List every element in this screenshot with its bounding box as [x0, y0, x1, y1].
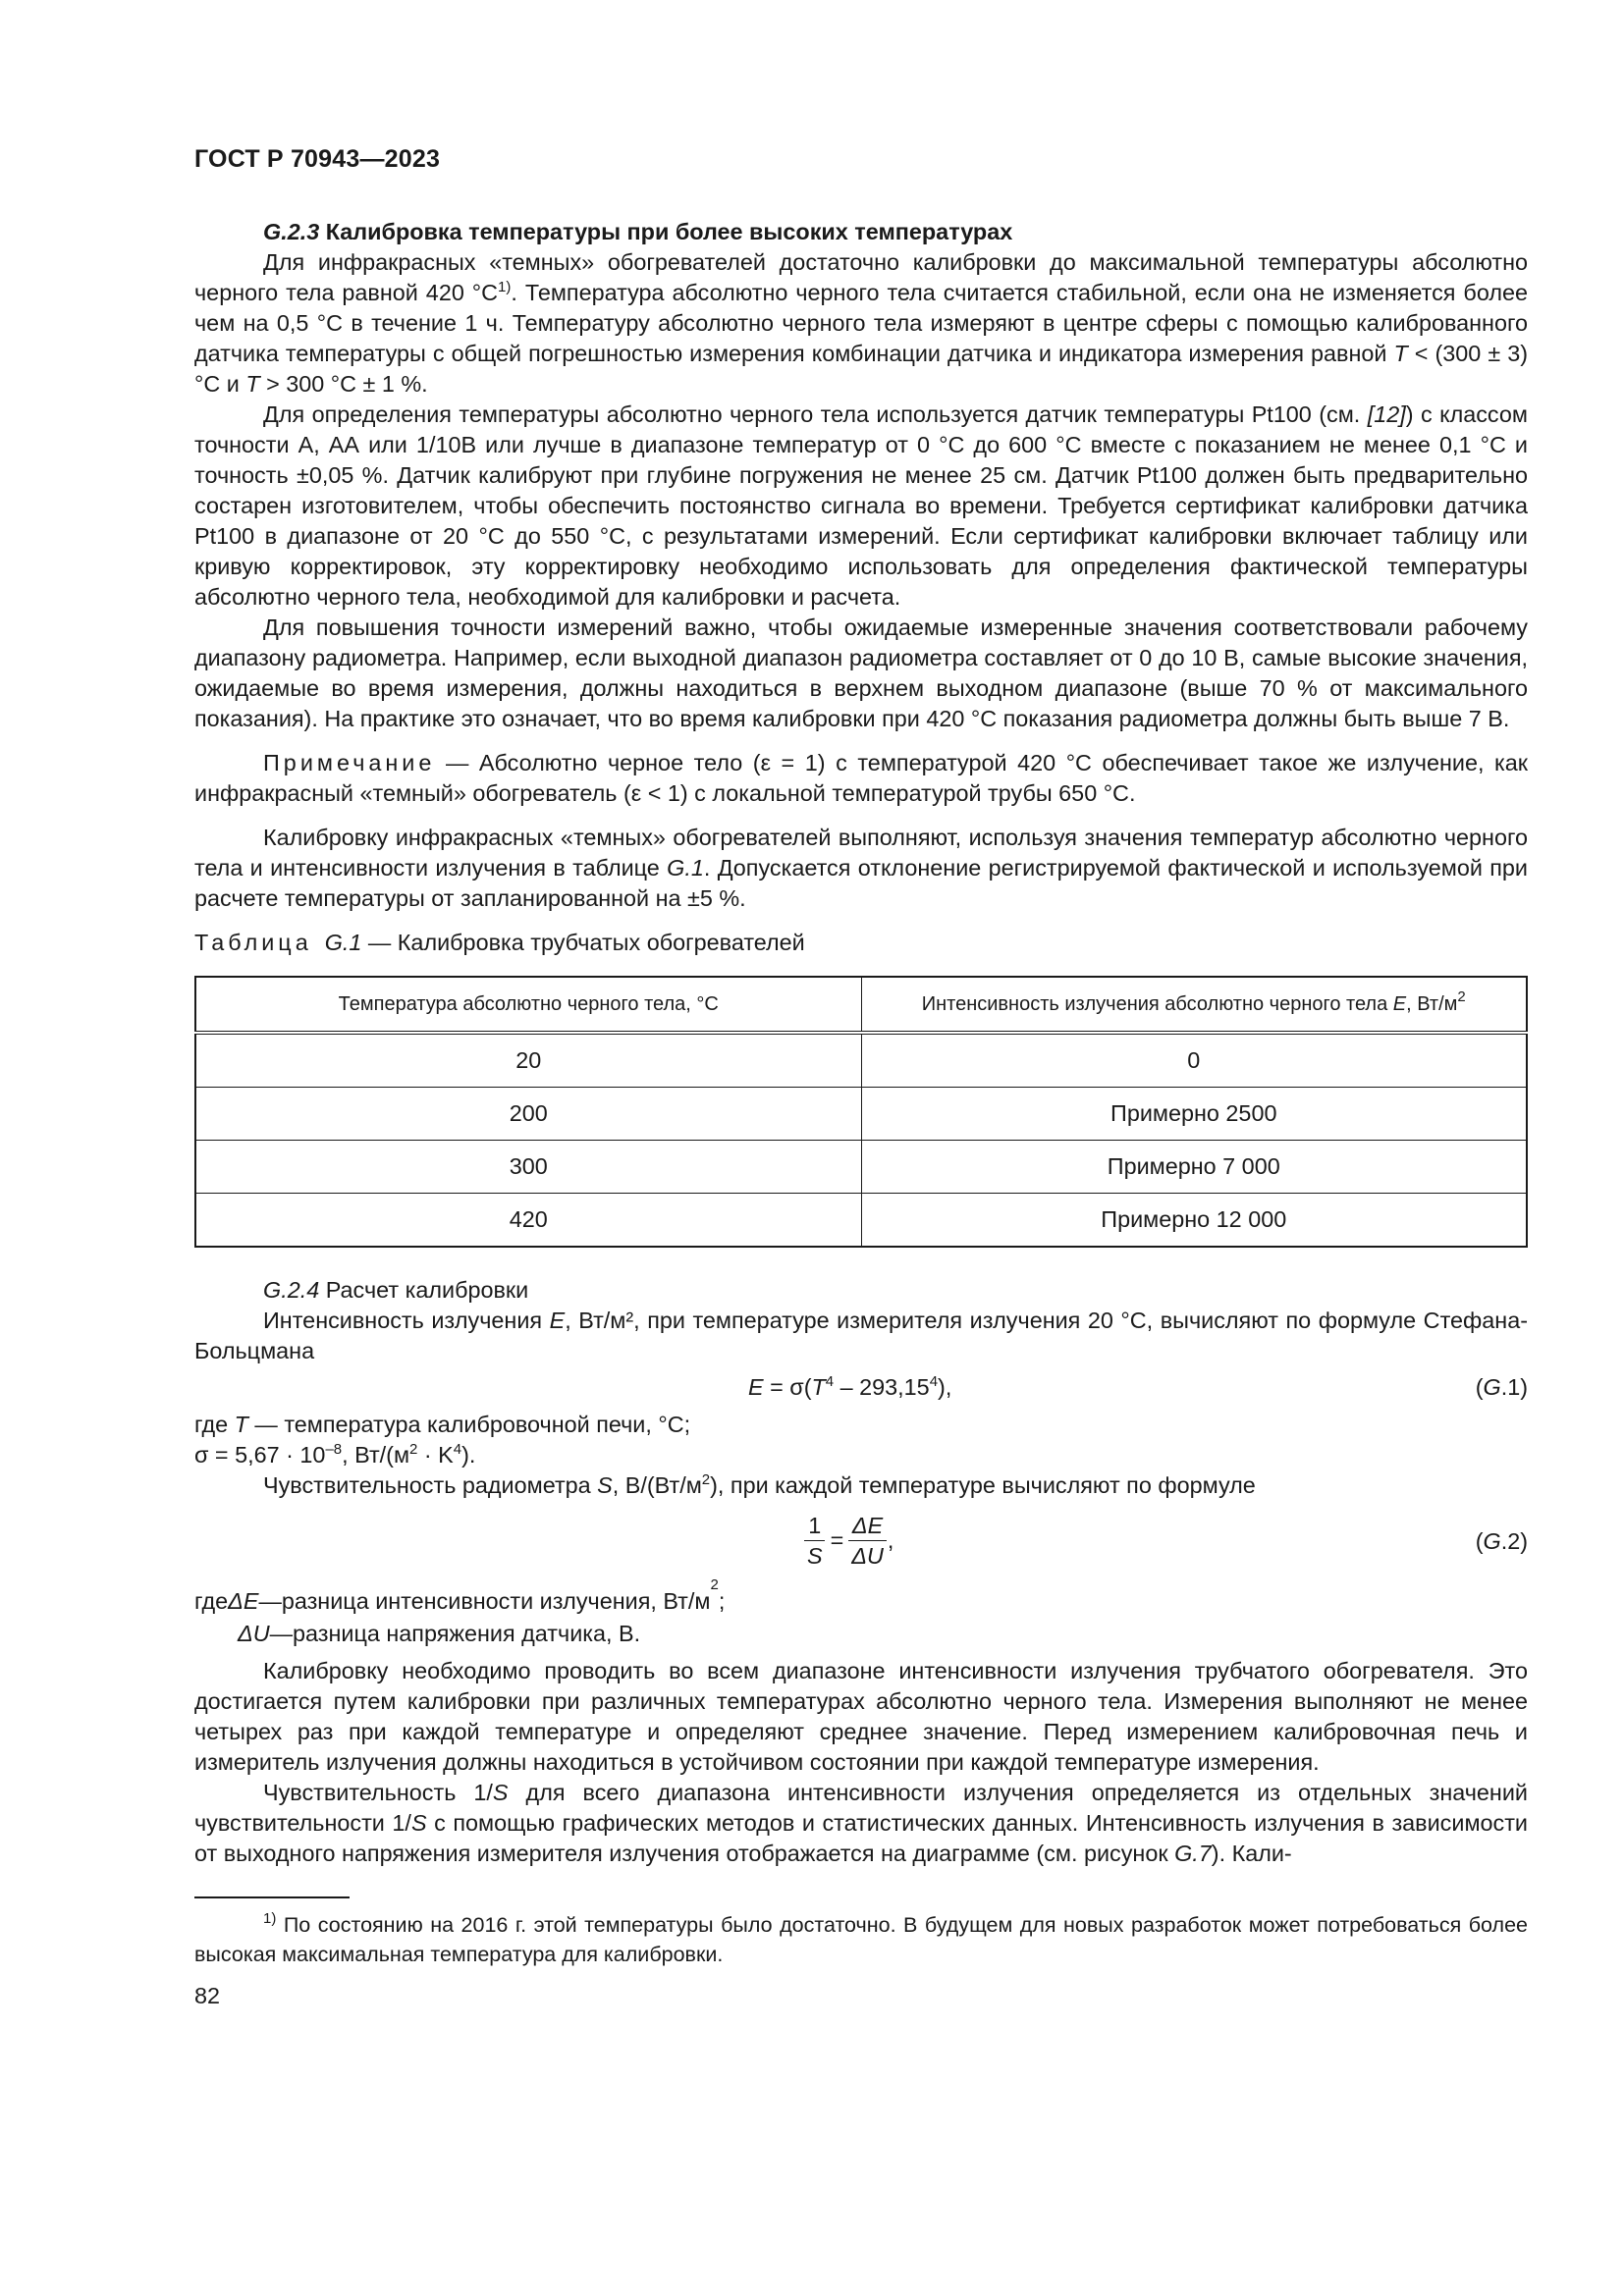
table-ref[interactable]: G.1: [667, 855, 704, 881]
sigma-definition: $\sigma = 5,67 \cdot 10^{-8}$, $Вт/(м^2 \cdot K^4)$.: [194, 1441, 476, 1468]
paragraph-4: Калибровку инфракрасных «темных» обогревателей выполняют, используя значения температур абсолютно черного тела и интенсивности излучения в таблице G.1. Допускается отклонение регистрируемой фактической и используемой при расчете температуры от запланированной на ±5 %.: [194, 825, 1528, 911]
table-row: [195, 1194, 1527, 1248]
figure-ref[interactable]: G.7: [1174, 1841, 1212, 1866]
where-block-2: где ΔE — разница интенсивности излучения, Вт/м 2 ;: [194, 1576, 726, 1614]
paragraph-3: Для повышения точности измерений важно, чтобы ожидаемые измеренные значения соответствовали рабочему диапазону радиометра. Например, если выходной диапазон радиометра составляет от 0 до 10 В, самые высокие значения, ожидаемые во время измерения, должны находиться в верхнем выходном диапазоне (выше 70 % от максимального показания). На практике это означает, что во время калибровки при 420 °C показания радиометра должны быть выше 7 В.: [194, 614, 1528, 731]
table-cell: Примерно 7 000: [861, 1141, 1527, 1194]
formula-g1-expression: $E = \sigma(T^4 - 293,15^4)$,: [748, 1373, 952, 1400]
table-cell: Примерно 12 000: [861, 1194, 1527, 1248]
section-heading-g24: G.2.4 Расчет калибровки: [263, 1277, 529, 1303]
table-row: [195, 1033, 1527, 1088]
footnote: $^{1)}$ По состоянию на 2016 г. этой температуры было достаточно. В будущем для новых разработок может потребоваться более высокая максимальная температура для калибровки.: [194, 1910, 1528, 1966]
bibliography-ref[interactable]: [12]: [1367, 401, 1406, 427]
paragraph-8: Чувствительность 1/S для всего диапазона интенсивности излучения определяется из отдельных значений чувствительности 1/S с помощью графических методов и статистических данных. Интенсивность излучения в зависимости от выходного напряжения измерителя излучения отображается на диаграмме (см. рисунок G.7). Кали-: [194, 1780, 1529, 1866]
paragraph-6: Чувствительность радиометра S, $В/(Вт/м^2)$, при каждой температуре вычисляют по формуле: [263, 1471, 1256, 1498]
table-header-intensity: Интенсивность излучения абсолютно черного тела E, $Вт/м^2$: [861, 977, 1527, 1033]
page-number: 82: [194, 1983, 221, 2008]
formula-g1-number: (G.1): [1475, 1374, 1528, 1400]
where-block-1: где T — температура калибровочной печи, °C;: [194, 1412, 691, 1437]
footnote-divider: [194, 1896, 350, 1898]
formula-g2: [194, 1501, 1528, 1585]
table-cell: 0: [861, 1033, 1527, 1088]
table-caption: Таблица G.1 — Калибровка трубчатых обогревателей: [194, 930, 805, 955]
table-row: [195, 1088, 1527, 1141]
paragraph-2: Для определения температуры абсолютно черного тела используется датчик температуры Pt100 (см. [12]) с классом точности А, АА или 1/10В или лучше в диапазоне температур от 0 °C до 600 °C вместе с показанием не менее 0,1 °C и точность ±0,05 %. Датчик калибруют при глубине погружения не менее 25 см. Датчик Pt100 должен быть предварительно состарен изготовителем, чтобы обеспечить постоянство сигнала во времени. Требуется сертификат калибровки датчика Pt100 в диапазоне от 20 °C до 550 °C, с результатами измерений. Если сертификат калибровки включает таблицу или кривую корректировок, эту корректировку необходимо использовать для определения фактической температуры абсолютно черного тела, необходимой для калибровки и расчета.: [194, 401, 1528, 610]
section-heading-g23: G.2.3 Калибровка температуры при более высоких температурах: [263, 219, 1013, 244]
formula-g1: [194, 1366, 1528, 1410]
table-row: [195, 1141, 1527, 1194]
footnote-ref[interactable]: 1): [498, 279, 512, 295]
calibration-table: [194, 976, 1528, 1248]
note-label: Примечание: [263, 750, 436, 775]
document-header: ГОСТ Р 70943—2023: [194, 145, 441, 173]
table-cell: Примерно 2500: [861, 1088, 1527, 1141]
paragraph-7: Калибровку необходимо проводить во всем диапазоне интенсивности излучения трубчатого обогревателя. Это достигается путем калибровки при различных температурах абсолютно черного тела. Измерения выполняют не менее четырех раз при каждой температуре и определяют среднее значение. Перед измерением калибровочная печь и измеритель излучения должны находиться в устойчивом состоянии при каждой температуре измерения.: [194, 1658, 1528, 1775]
paragraph-5: Интенсивность излучения E, Вт/м², при температуре измерителя излучения 20 °C, вычисляют по формуле Стефана-Больцмана: [194, 1308, 1529, 1363]
table-cell: 200: [195, 1088, 861, 1141]
document-page: [194, 145, 1528, 2009]
note: Примечание — Абсолютно черное тело (ε = 1) с температурой 420 °C обеспечивает такое же излучение, как инфракрасный «темный» обогреватель (ε < 1) с локальной температурой трубы 650 °C.: [194, 750, 1528, 806]
formula-g2-expression: $\frac{1}{S}$ = $\frac{\Delta E}{\Delta U}$ ,: [803, 1511, 893, 1571]
delta-u-definition: ΔU — разница напряжения датчика, В.: [238, 1621, 641, 1646]
formula-g2-number: (G.2): [1475, 1528, 1528, 1554]
table-cell: 420: [195, 1194, 861, 1248]
table-cell: 300: [195, 1141, 861, 1194]
paragraph-1: Для инфракрасных «темных» обогревателей достаточно калибровки до максимальной температуры абсолютно черного тела равной 420 $^\circ C^{1)}$. Температура абсолютно черного тела считается стабильной, если она не изменяется более чем на 0,5 °C в течение 1 ч. Температуру абсолютно черного тела измеряют в центре сферы с помощью калиброванного датчика температуры с общей погрешностью измерения комбинации датчика и индикатора измерения равной T < (300 ± 3) °C и T > 300 °C ± 1 %.: [194, 249, 1529, 397]
table-cell: 20: [195, 1033, 861, 1088]
table-header-temperature: Температура абсолютно черного тела, °C: [195, 977, 861, 1033]
